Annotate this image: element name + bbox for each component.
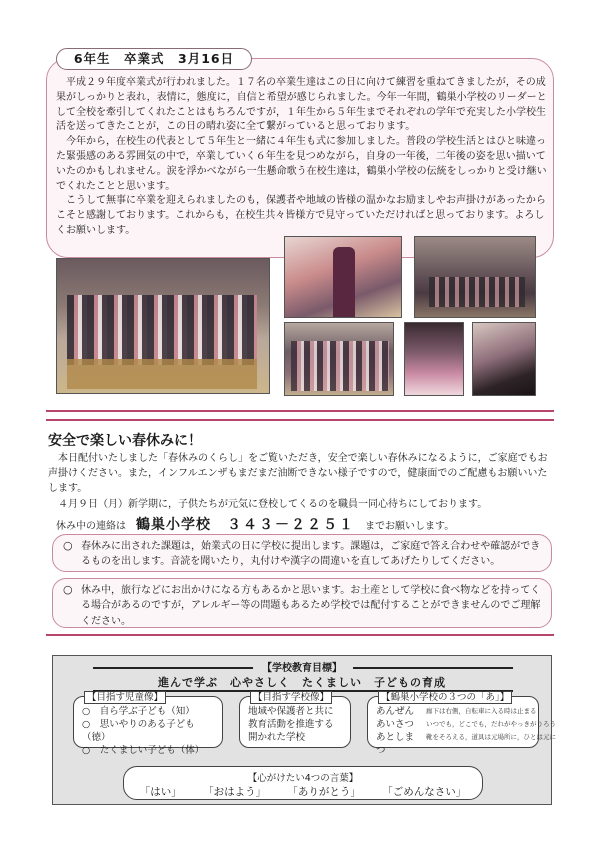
school-ideal-item: 地域や保護者と共に (248, 706, 334, 717)
three-a-desc: いつでも，どこでも，だれがやっきがりろう (426, 720, 556, 728)
four-words-label: 【心がけたい4つの言葉】 (247, 773, 359, 784)
goals-motto: 進んで学ぶ 心やさしく たくましい 子どもの育成 (158, 676, 446, 689)
contact-suffix: までお願いします。 (365, 521, 455, 532)
four-words-list (124, 784, 482, 799)
three-a-item (376, 731, 556, 757)
contact-line (56, 514, 454, 534)
graduation-paragraph: 今年から，在校生の代表として５年生と一緒に４年生も式に参加しました。普段の学校生活とはひと味違った緊張感のある雰囲気の中で，卒業していく６年生を見つめながら，自身の一年後，二年後の姿を思い描いていたのかもしれません。涙を浮かべながら一生懸命歌う在校生達は，鶴巣小学校の伝統をしっかりと受け継いでくれたことと思います。 (56, 136, 547, 192)
three-a-desc: 靴をそろえる，道具は元場所に，ひとは元に (426, 733, 556, 741)
school-ideal-box (239, 692, 351, 748)
section-divider (46, 410, 554, 412)
circle-bullet-icon: ○ (63, 539, 73, 552)
word-item: 「ごめんなさい」 (382, 786, 467, 798)
section-divider (46, 634, 554, 636)
school-goals-panel (52, 655, 556, 805)
spring-body (48, 451, 554, 512)
three-a-key: あとしまつ (376, 732, 415, 756)
three-a-key: あんぜん (376, 706, 415, 717)
school-ideal-label: 【目指す学校像】 (250, 691, 332, 704)
word-item: 「おはよう」 (203, 786, 267, 798)
contact-prefix: 休み中の連絡は (56, 521, 126, 532)
school-ideal-item: 開かれた学校 (248, 732, 306, 743)
photo-students-standing (284, 322, 394, 396)
three-a-item (376, 718, 556, 731)
goals-heading: 【学校教育目標】 (262, 663, 342, 674)
spring-paragraph: ４月９日（月）新学期に，子供たちが元気に登校してくるのを職員一同心待ちにしております。 (58, 498, 488, 510)
three-a-key: あいさつ (376, 719, 415, 730)
word-item: 「はい」 (139, 786, 182, 798)
graduation-paragraph: こうして無事に卒業を迎えられましたのも，保護者や地域の皆様の温かなお励ましやお声掛けがあったからこそと感謝しております。これからも，在校生共々皆様方で見守っていただければと思っております。よろしくお願いします。 (56, 195, 546, 236)
photo-speech (284, 236, 402, 318)
notice-souvenirs (52, 578, 552, 628)
three-a-label: 【鶴巣小学校の３つの「あ」】 (378, 691, 512, 704)
notice-homework (52, 534, 552, 572)
child-ideal-box (73, 692, 223, 756)
child-ideal-item: ○ 自ら学ぶ子ども（知） (82, 706, 195, 717)
photo-student-closeup (404, 322, 464, 396)
phone-number: ３４３－２２５１ (227, 517, 355, 533)
spring-paragraph: 本日配付いたしました「春休みのくらし」をご覧いただき，安全で楽しい春休みになるように，ご家庭でもお声掛けください。また，インフルエンザもまだまだ油断できない様子ですので，健康面でのご配慮もお願いいたします。 (48, 453, 548, 495)
three-a-box (367, 692, 556, 756)
photo-ceremony-hall (414, 236, 536, 318)
photo-piano (472, 322, 536, 396)
school-name: 鶴巣小学校 (136, 517, 211, 533)
graduation-paragraph: 平成２９年度卒業式が行われました。１７名の卒業生達はこの日に向けて練習を重ねてきましたが，その成果がしっかりと表れ，表情に，態度に，自信と希望が感じられました。今年一年間，鶴巣小学校のリーダーとして全校を牽引してくれたことはもちろんですが，１年生から５年生までそれぞれの学年で充実した小学校生活を送ってきたことが，この日の晴れ姿に全て繋がっていると思っております。 (56, 77, 547, 133)
circle-bullet-icon: ○ (63, 583, 73, 596)
four-words-box (123, 766, 483, 800)
three-a-item (376, 705, 537, 718)
spring-heading: 安全で楽しい春休みに！ (48, 433, 202, 449)
child-ideal-item: ○ 思いやりのある子ども（徳） (82, 719, 195, 743)
three-a-desc: 廊下は右側，自転車に入る時は止まる (426, 707, 537, 715)
photo-graduates-group (56, 258, 270, 394)
graduation-body (56, 76, 550, 239)
notice-text: 春休みに出された課題は，始業式の日に学校に提出します。課題は，ご家庭で答え合わせや確認ができるものを出します。音読を聞いたり，丸付けや漢字の間違いを直してあげたりしてください。 (81, 541, 541, 568)
graduation-title: 6年生 卒業式 3月16日 (56, 48, 252, 70)
word-item: 「ありがとう」 (287, 786, 361, 798)
notice-text: 休み中，旅行などにお出かけになる方もあるかと思います。お土産として学校に食べ物などを持ってくる場合があるのですが，アレルギー等の問題もあるため学校では配付することができませんのでご理解ください。 (81, 585, 541, 627)
section-divider (46, 419, 554, 421)
child-ideal-label: 【目指す児童像】 (84, 691, 166, 704)
child-ideal-item: ○ たくましい子ども（体） (82, 745, 205, 756)
school-ideal-item: 教育活動を推進する (248, 719, 334, 730)
